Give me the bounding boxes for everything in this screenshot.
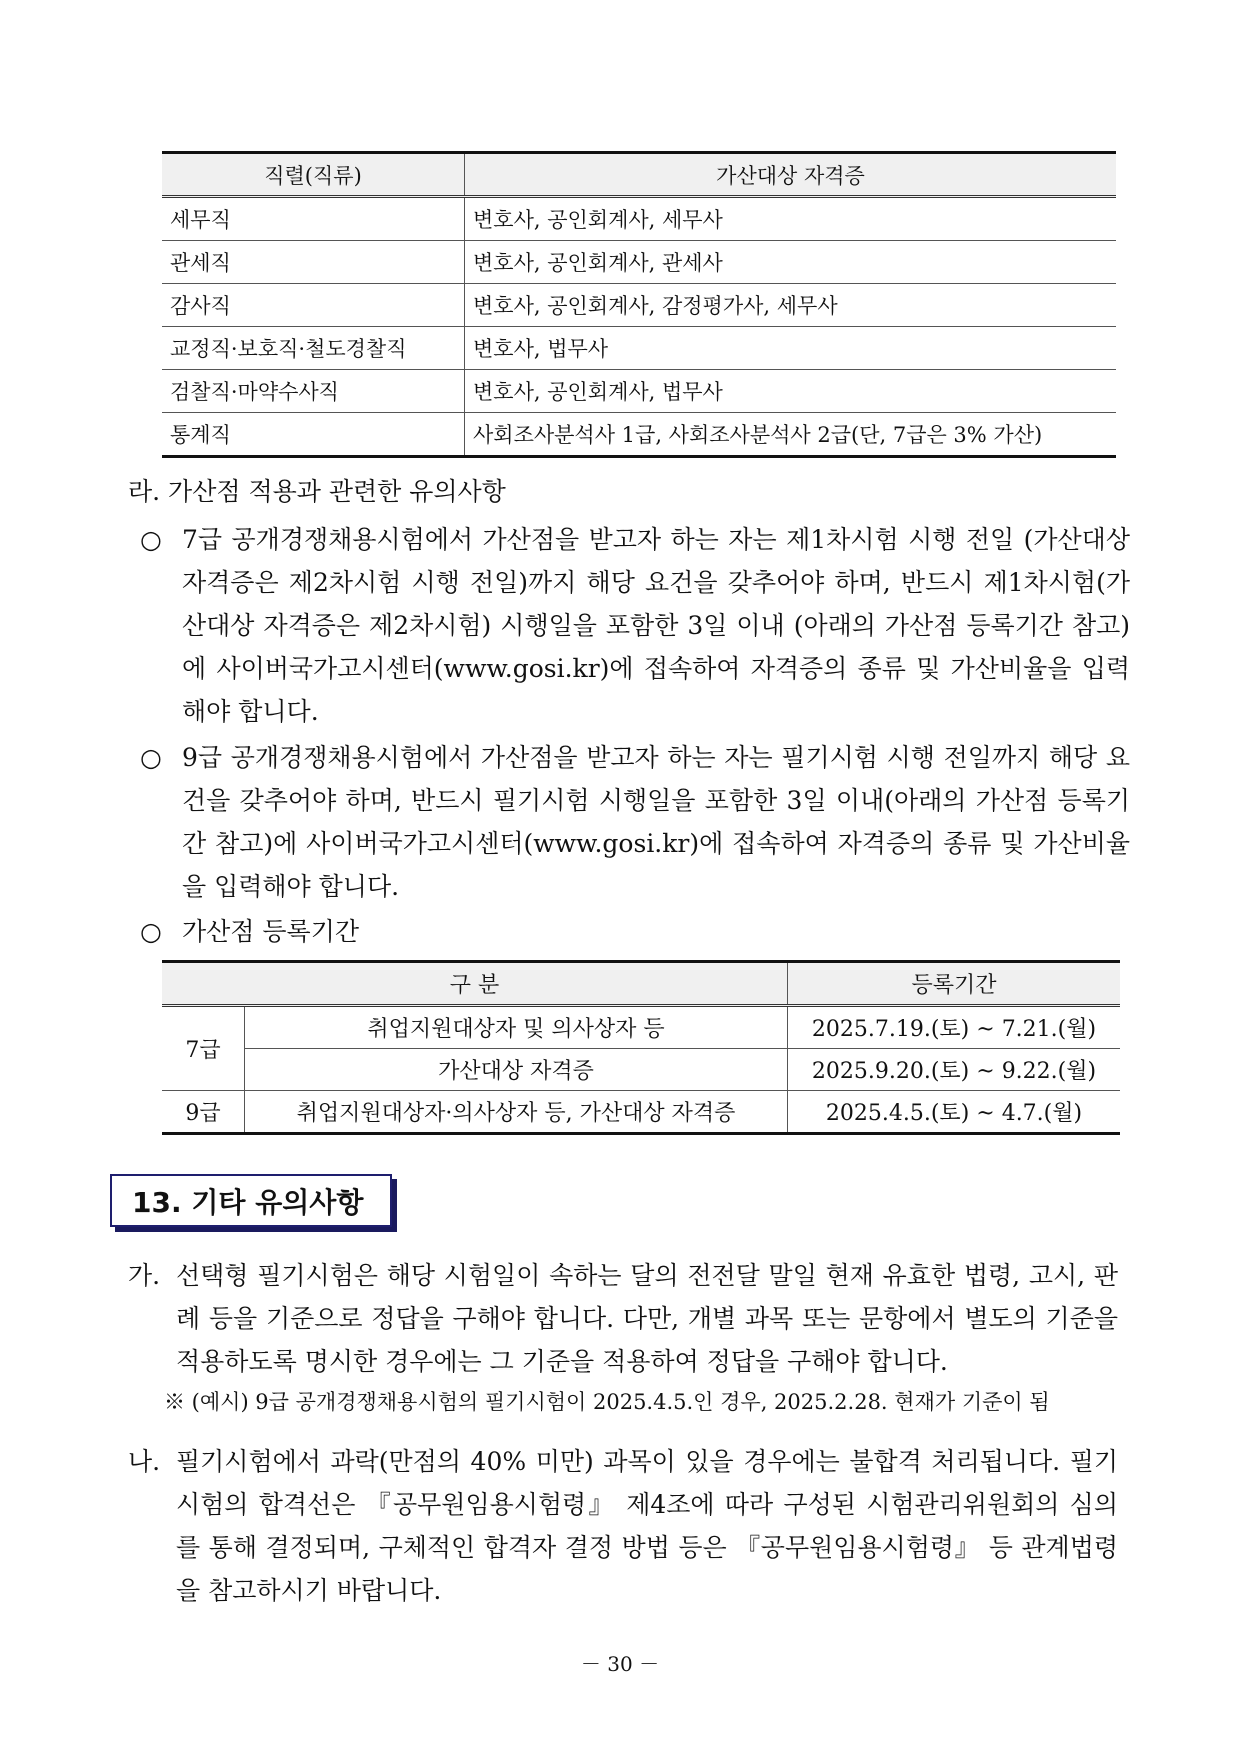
table-row [162,1091,1120,1134]
certificate-cell: 변호사, 공인회계사, 관세사 [465,241,1117,284]
bullet-text: 7급 공개경쟁채용시험에서 가산점을 받고자 하는 자는 제1차시험 시행 전일 (가산대상 자격증은 제2차시험 시행 전일)까지 해당 요건을 갖추어야 하며, 반드시 제1차시험(가산대상 자격증은 제2차시험) 시행일을 포함한 3일 이내 (아래의 가산점 등록기간 참고)에 사이버국가고시센터(www.gosi.kr)에 접속하여 자격증의 종류 및 가산비율을 입력해야 합니다. [182,525,1130,726]
position-cell: 감사직 [162,284,465,327]
table-row [162,413,1116,457]
table-row [162,197,1116,241]
position-cell: 검찰직·마약수사직 [162,370,465,413]
table-row [162,370,1116,413]
certificate-cell: 변호사, 공인회계사, 세무사 [465,197,1117,241]
certificate-cell: 변호사, 공인회계사, 법무사 [465,370,1117,413]
registration-period-table [162,960,1120,1135]
qualification-table [162,151,1116,458]
column-header-category: 구 분 [162,962,788,1006]
column-header-period: 등록기간 [788,962,1121,1006]
desc-cell: 취업지원대상자 및 의사상자 등 [245,1006,788,1049]
circle-bullet-icon: ○ [140,917,162,946]
page-number: － 30 － [580,1652,660,1676]
column-header-position: 직렬(직류) [162,153,465,197]
item-marker: 나. [128,1447,161,1476]
bullet-text: 가산점 등록기간 [182,917,359,946]
position-cell: 교정직·보호직·철도경찰직 [162,327,465,370]
item-text: 필기시험에서 과락(만점의 40% 미만) 과목이 있을 경우에는 불합격 처리됩니다. 필기시험의 합격선은 『공무원임용시험령』 제4조에 따라 구성된 시험관리위원회의 심의를 통해 결정되며, 구체적인 합격자 결정 방법 등은 『공무원임용시험령』 등 관계법령을 참고하시기 바랍니다. [176,1447,1119,1605]
circle-bullet-icon: ○ [140,525,162,554]
period-cell: 2025.9.20.(토) ~ 9.22.(월) [788,1049,1121,1091]
table-row [162,241,1116,284]
certificate-cell: 변호사, 공인회계사, 감정평가사, 세무사 [465,284,1117,327]
desc-cell: 가산대상 자격증 [245,1049,788,1091]
certificate-cell: 사회조사분석사 1급, 사회조사분석사 2급(단, 7급은 3% 가산) [465,413,1117,457]
section-title: 13. 기타 유의사항 [110,1174,392,1227]
grade-cell: 7급 [162,1006,245,1091]
example-note: ※ (예시) 9급 공개경쟁채용시험의 필기시험이 2025.4.5.인 경우, 2025.2.28. 현재가 기준이 됨 [164,1390,1050,1414]
subsection-heading: 라. 가산점 적용과 관련한 유의사항 [128,477,506,506]
table-row [162,284,1116,327]
position-cell: 통계직 [162,413,465,457]
bullet-text: 9급 공개경쟁채용시험에서 가산점을 받고자 하는 자는 필기시험 시행 전일까지 해당 요건을 갖추어야 하며, 반드시 필기시험 시행일을 포함한 3일 이내(아래의 가산점 등록기간 참고)에 사이버국가고시센터(www.gosi.kr)에 접속하여 자격증의 종류 및 가산비율을 입력해야 합니다. [182,743,1130,901]
position-cell: 세무직 [162,197,465,241]
position-cell: 관세직 [162,241,465,284]
table-header-row [162,962,1120,1006]
period-cell: 2025.4.5.(토) ~ 4.7.(월) [788,1091,1121,1134]
circle-bullet-icon: ○ [140,743,162,772]
grade-cell: 9급 [162,1091,245,1134]
table-row [162,1006,1120,1049]
item-marker: 가. [128,1261,161,1290]
period-cell: 2025.7.19.(토) ~ 7.21.(월) [788,1006,1121,1049]
desc-cell: 취업지원대상자·의사상자 등, 가산대상 자격증 [245,1091,788,1134]
item-text: 선택형 필기시험은 해당 시험일이 속하는 달의 전전달 말일 현재 유효한 법령, 고시, 판례 등을 기준으로 정답을 구해야 합니다. 다만, 개별 과목 또는 문항에서 별도의 기준을 적용하도록 명시한 경우에는 그 기준을 적용하여 정답을 구해야 합니다. [176,1261,1118,1376]
table-header-row [162,153,1116,197]
column-header-certificate: 가산대상 자격증 [465,153,1117,197]
certificate-cell: 변호사, 법무사 [465,327,1117,370]
table-row [162,1049,1120,1091]
table-row [162,327,1116,370]
